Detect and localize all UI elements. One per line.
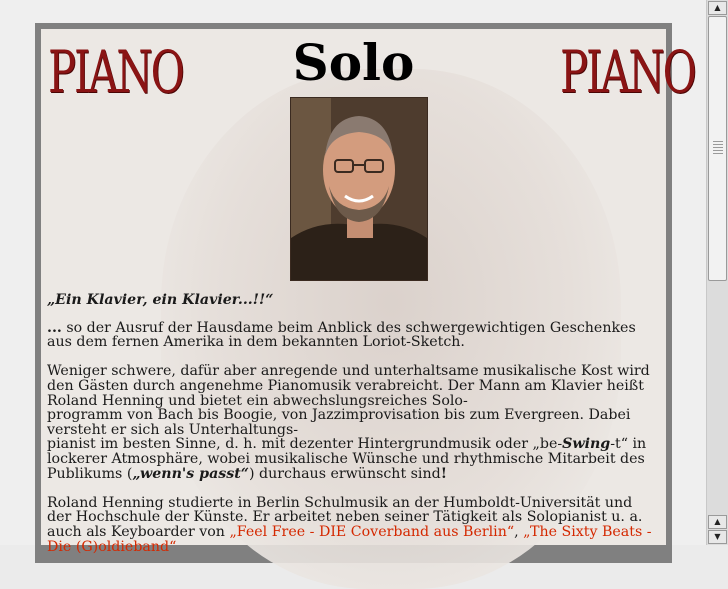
arrow-down-icon[interactable]: ▼: [708, 530, 727, 544]
swing-emphasis: Swing: [562, 436, 611, 453]
article-text: [47, 293, 657, 569]
paragraph-bio-text: Roland Henning studierte in Berlin Schulmusik an der Humboldt-Universität und der Hochschule der Künste. Er arbeitet neben seiner Tätigkeit als Solopianist u. a. auch als Keyboarder von: [47, 494, 643, 540]
intro-quote: „Ein Klavier, ein Klavier...!!“: [47, 292, 274, 308]
exclamation: !: [440, 465, 447, 482]
paragraph-program-part2: programm von Bach bis Boogie, von Jazzimprovisation bis zum Evergreen. Dabei versteht er sich als Unterhaltungs-: [47, 407, 631, 438]
paragraph-loriot: [47, 321, 657, 350]
paragraph-loriot-text: so der Ausruf der Hausdame beim Anblick des schwergewichtigen Geschenkes aus dem fernen Amerika in dem bekannten Loriot-Sketch.: [47, 319, 636, 351]
feel-free-link[interactable]: „Feel Free - DIE Coverband aus Berlin“: [229, 523, 515, 540]
portrait-photo: [290, 97, 428, 281]
grip-icon: [713, 141, 723, 155]
link-separator: ,: [514, 523, 524, 540]
paragraph-program-part3a: pianist im besten Sinne, d. h. mit dezenter Hintergrundmusik oder „be-: [47, 436, 563, 453]
piano-logo-right: PIANO: [560, 38, 695, 106]
scrollbar-thumb[interactable]: [708, 16, 727, 281]
content-panel: [41, 29, 695, 555]
page-title: Solo: [292, 33, 415, 92]
wenns-passt-emphasis: „wenn's passt“: [132, 465, 249, 482]
piano-logo-left: PIANO: [48, 38, 183, 106]
paragraph-program: [47, 364, 657, 481]
sixty-beats-link[interactable]: „The Sixty Beats - Die (G)oldieband“: [47, 523, 652, 555]
paragraph-bio: [47, 496, 657, 554]
arrow-up-icon[interactable]: ▲: [708, 1, 727, 15]
vertical-scrollbar[interactable]: [706, 0, 728, 545]
paragraph-program-part3b: -t“ in lockerer Atmosphäre, wobei musikalische Wünsche und rhythmische Mitarbeit des Publikums (: [47, 436, 647, 482]
ellipsis: ...: [47, 319, 62, 336]
paragraph-program-part3c: ) durchaus erwünscht sind: [248, 465, 441, 482]
paragraph-program-part1: Weniger schwere, dafür aber anregende und unterhaltsame musikalische Kost wird den Gästen durch angenehme Pianomusik verabreicht. Der Mann am Klavier heißt Roland Henning und bietet ein abwechslungsreiches Solo-: [47, 363, 650, 409]
arrow-up-icon[interactable]: ▲: [708, 515, 727, 529]
